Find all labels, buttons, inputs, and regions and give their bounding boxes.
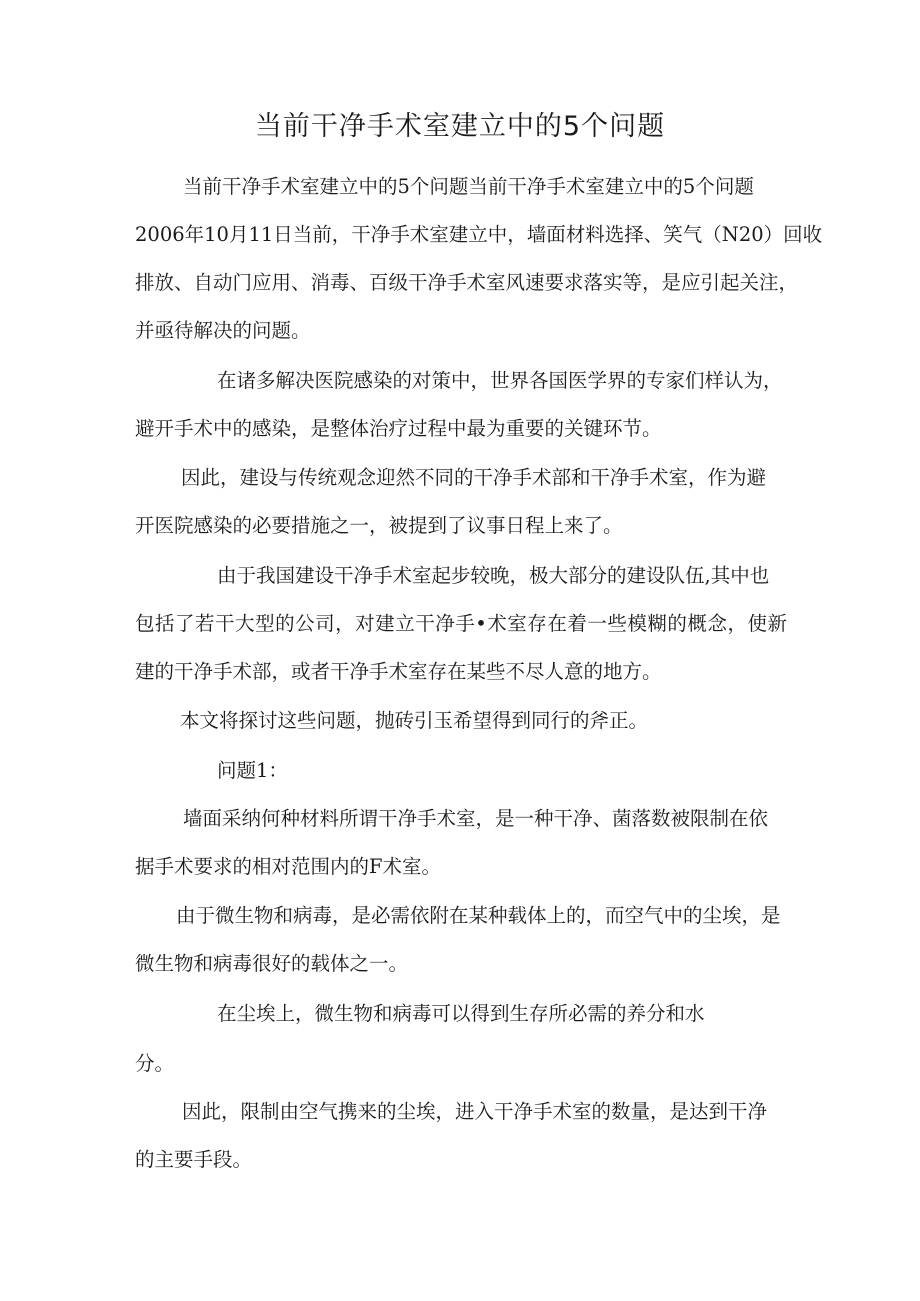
paragraph-line: 并亟待解决的问题。 [135, 319, 311, 342]
document-title: 当前干净手术室建立中的5个问题 [254, 111, 666, 142]
paragraph-line: 在诸多解决医院感染的对策中，世界各国医学界的专家们样认为， [217, 369, 783, 392]
paragraph-line: 建的干净手术部，或者干净手术室存在某些不尽人意的地方。 [135, 660, 662, 683]
paragraph-line: 2006年10月11日当前，干净手术室建立中，墙面材料选择、笑气（N20）回收 [135, 223, 823, 246]
paragraph-line: 墙面采纳何种材料所谓干净手术室，是一种干净、菌落数被限制在依 [183, 807, 769, 830]
paragraph-line: 微生物和病毒很好的载体之一。 [135, 952, 409, 975]
paragraph-line: 的主要手段。 [135, 1148, 253, 1171]
paragraph-line: 由于微生物和病毒，是必需依附在某种载体上的，而空气中的尘埃，是 [176, 904, 781, 927]
paragraph-line: 当前干净手术室建立中的5个问题当前干净手术室建立中的5个问题 [183, 175, 754, 198]
paragraph-line: 因此，限制由空气携来的尘埃，进入干净手术室的数量，是达到干净 [182, 1100, 768, 1123]
paragraph-line: 开医院感染的必要措施之一，被提到了议事日程上来了。 [135, 514, 623, 537]
section-heading: 问题1： [217, 759, 288, 782]
paragraph-line: 分。 [135, 1052, 175, 1075]
paragraph-line: 由于我国建设干净手术室起步较晚，极大部分的建设队伍,其中也 [217, 564, 770, 587]
paragraph-line: 避开手术中的感染，是整体治疗过程中最为重要的关键环节。 [135, 417, 662, 440]
paragraph-line: 排放、自动门应用、消毒、百级干净手术室风速要求落实等，是应引起关注， [135, 271, 799, 294]
paragraph-line: 因此，建设与传统观念迎然不同的干净手术部和干净手术室，作为避 [181, 466, 767, 489]
paragraph-line: 在尘埃上，微生物和病毒可以得到生存所必需的养分和水 [217, 1002, 705, 1025]
paragraph-line: 包括了若干大型的公司，对建立干净手•术室存在着一些模糊的概念，使新 [135, 612, 787, 635]
paragraph-line: 据手术要求的相对范围内的F术室。 [135, 855, 442, 878]
paragraph-line: 本文将探讨这些问题，抛砖引玉希望得到同行的斧正。 [180, 709, 649, 732]
